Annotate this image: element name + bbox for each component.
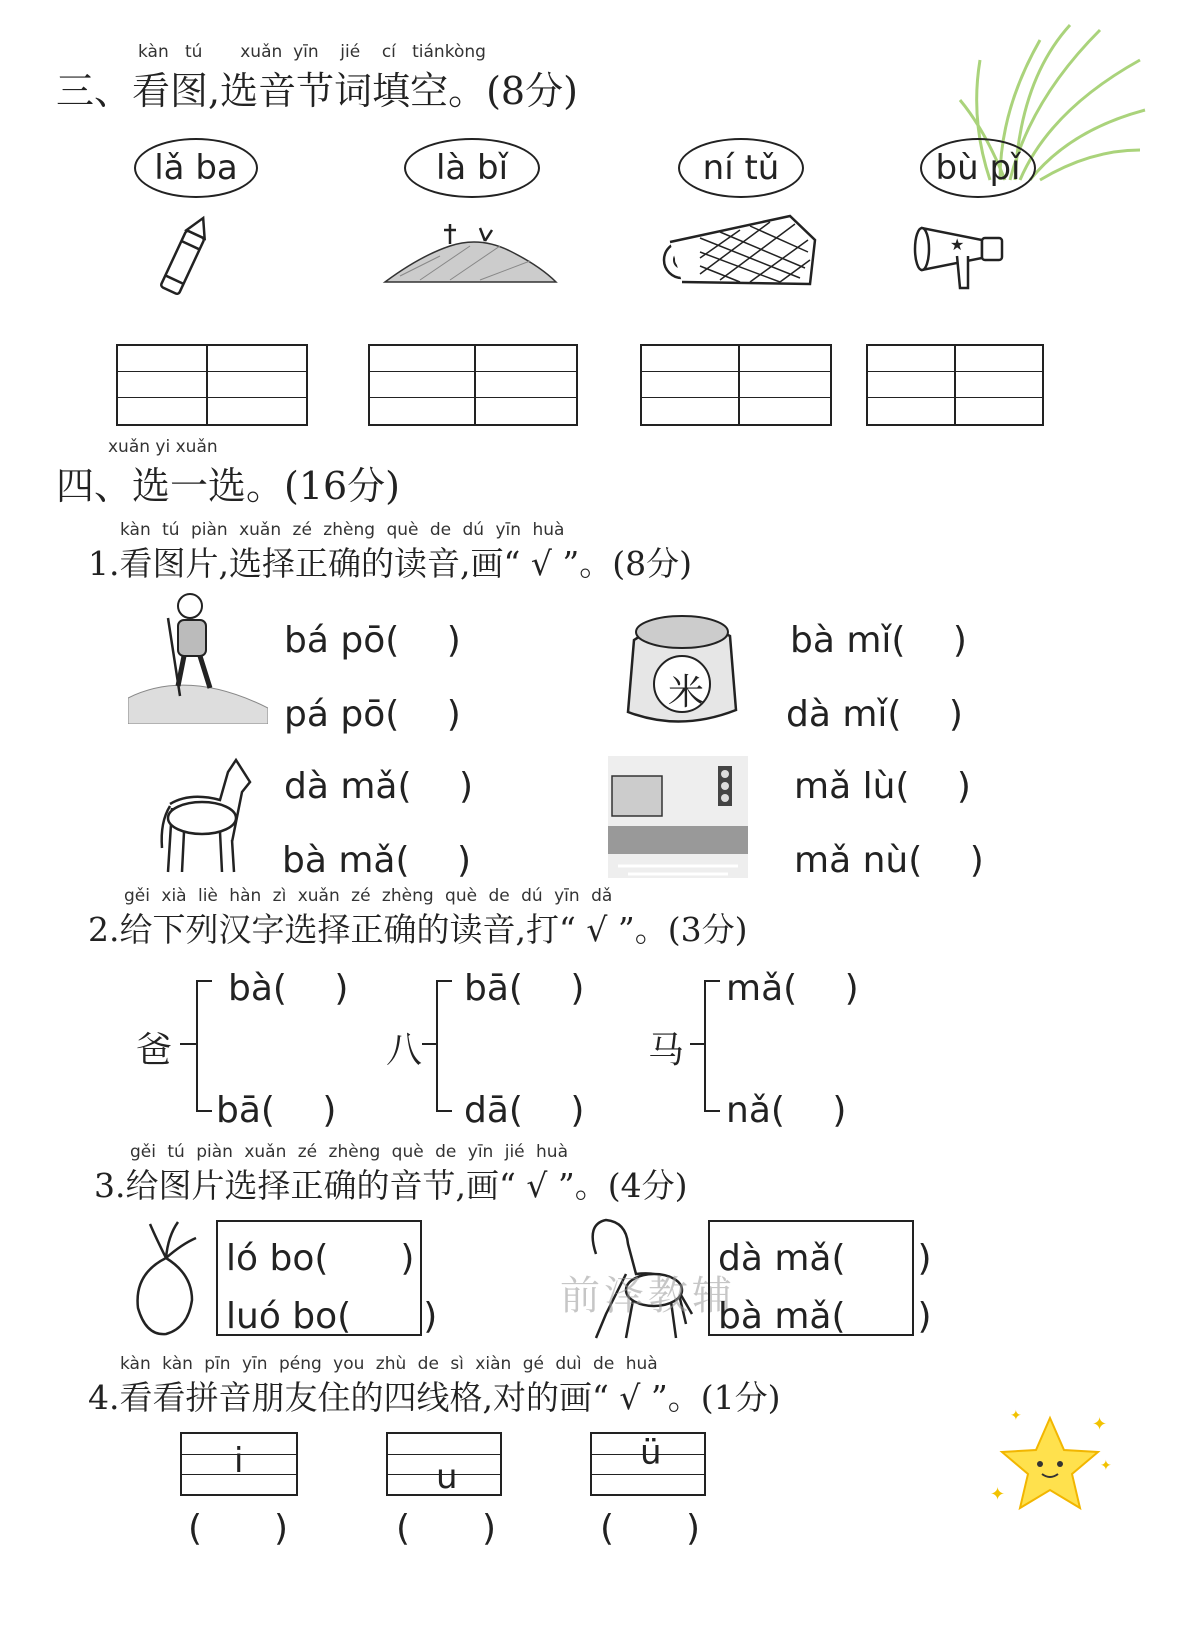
four-line-grid-u [386,1432,502,1496]
q1-title: 1.看图片,选择正确的读音,画“ √ ”。(8分) [88,544,692,583]
q1-option-papo[interactable]: pá pō( ) [284,694,461,735]
svg-text:✦: ✦ [1010,1408,1022,1424]
q2-option-ba1[interactable]: bā( ) [216,1090,337,1131]
word-oval-bupi: bù pǐ [920,138,1036,198]
pinyin-yin: yīn [293,42,319,62]
pinyin-jie: jié [340,42,361,62]
q4-pinyin: kàn kàn pīn yīn péng you zhù de sì xiàn gé duì de huà [120,1354,658,1374]
q3-option-lobo[interactable]: ló bo( ) [226,1238,415,1279]
q2-option-na3[interactable]: nǎ( ) [726,1090,847,1131]
section4-pinyin: xuǎn yi xuǎn [108,437,218,457]
rice-character: 米 [667,672,704,713]
q2-bracket-2 [436,980,452,1112]
q4-answer-i[interactable]: ( ) [188,1508,289,1549]
q2-pinyin: gěi xià liè hàn zì xuǎn zé zhèng què de dú yīn dǎ [124,886,613,906]
pinyin-tu: tú [184,42,203,62]
radish-icon [126,1218,206,1338]
watermark-text: 前泽教辅 [560,1273,736,1319]
q1-option-malu[interactable]: mǎ lù( ) [794,766,971,807]
four-line-grid-i [180,1432,298,1496]
q2-option-ba4[interactable]: bà( ) [228,968,349,1009]
q3-option-dama[interactable]: dà mǎ( ) [718,1238,932,1279]
answer-grid-1[interactable] [116,344,308,426]
section3-pinyin [138,42,486,62]
svg-text:✦: ✦ [1092,1414,1108,1435]
pinyin-kan: kàn [138,42,169,62]
q2-option-ma3[interactable]: mǎ( ) [726,968,859,1009]
boy-climbing-icon [128,588,268,724]
q2-char-ba-dad: 爸 [136,1030,173,1071]
section3-title: 三、看图,选音节词填空。(8分) [56,69,578,113]
q1-pinyin: kàn tú piàn xuǎn zé zhèng què de dú yīn huà [120,520,565,540]
q1-option-bama[interactable]: bà mǎ( ) [282,840,472,881]
q2-char-ba-eight: 八 [386,1030,423,1071]
pinyin-tian: tián [412,42,445,62]
q2-title: 2.给下列汉字选择正确的读音,打“ √ ”。(3分) [88,910,748,949]
q3-option-bama[interactable]: bà mǎ( ) [718,1296,932,1337]
mat-roll-icon [660,212,820,292]
q2-bracket-1 [196,980,212,1112]
answer-grid-3[interactable] [640,344,832,426]
q1-option-dami[interactable]: dà mǐ( ) [786,694,963,735]
q3-pinyin: gěi tú piàn xuǎn zé zhèng què de yīn jié huà [130,1142,568,1162]
q1-option-manu[interactable]: mǎ nù( ) [794,840,984,881]
q1-option-bapo[interactable]: bá pō( ) [284,620,461,661]
road-scene-icon [608,756,748,878]
q3-title: 3.给图片选择正确的音节,画“ √ ”。(4分) [94,1166,688,1205]
q4-answer-v[interactable]: ( ) [600,1508,701,1549]
pinyin-xuan: xuǎn [240,42,283,62]
pinyin-kong: kòng [444,42,486,62]
word-oval-labi: là bǐ [404,138,540,198]
answer-grid-2[interactable] [368,344,578,426]
svg-text:★: ★ [950,235,965,254]
pinyin-ci: cí [381,42,396,62]
letter-u-umlaut: ü [640,1433,662,1473]
q4-title: 4.看看拼音朋友住的四线格,对的画“ √ ”。(1分) [88,1378,781,1417]
q2-bracket-3 [704,980,720,1112]
q2-connector-1 [180,1043,196,1045]
star-mascot-icon [980,1400,1120,1540]
letter-i: i [234,1441,244,1481]
horse-icon [150,752,260,878]
q3-option-luobo[interactable]: luó bo( ) [226,1296,438,1337]
crayon-icon [150,212,220,302]
word-oval-laba: lǎ ba [134,138,258,198]
mud-pile-icon [380,216,560,288]
q1-option-bami[interactable]: bà mǐ( ) [790,620,967,661]
q2-connector-2 [422,1043,436,1045]
answer-grid-4[interactable] [866,344,1044,426]
q4-answer-u[interactable]: ( ) [396,1508,497,1549]
q2-option-da1[interactable]: dā( ) [464,1090,585,1131]
svg-text:✦: ✦ [1100,1458,1112,1474]
four-line-grid-v [590,1432,706,1496]
q1-option-dama[interactable]: dà mǎ( ) [284,766,474,807]
section4-title: 四、选一选。(16分) [56,464,401,508]
letter-u: u [436,1457,458,1497]
svg-text:✦: ✦ [990,1484,1006,1505]
q2-connector-3 [690,1043,704,1045]
q2-char-ma: 马 [648,1030,685,1071]
word-oval-nitu: ní tǔ [678,138,804,198]
q2-option-ba1-eight[interactable]: bā( ) [464,968,585,1009]
megaphone-icon [912,218,1012,298]
